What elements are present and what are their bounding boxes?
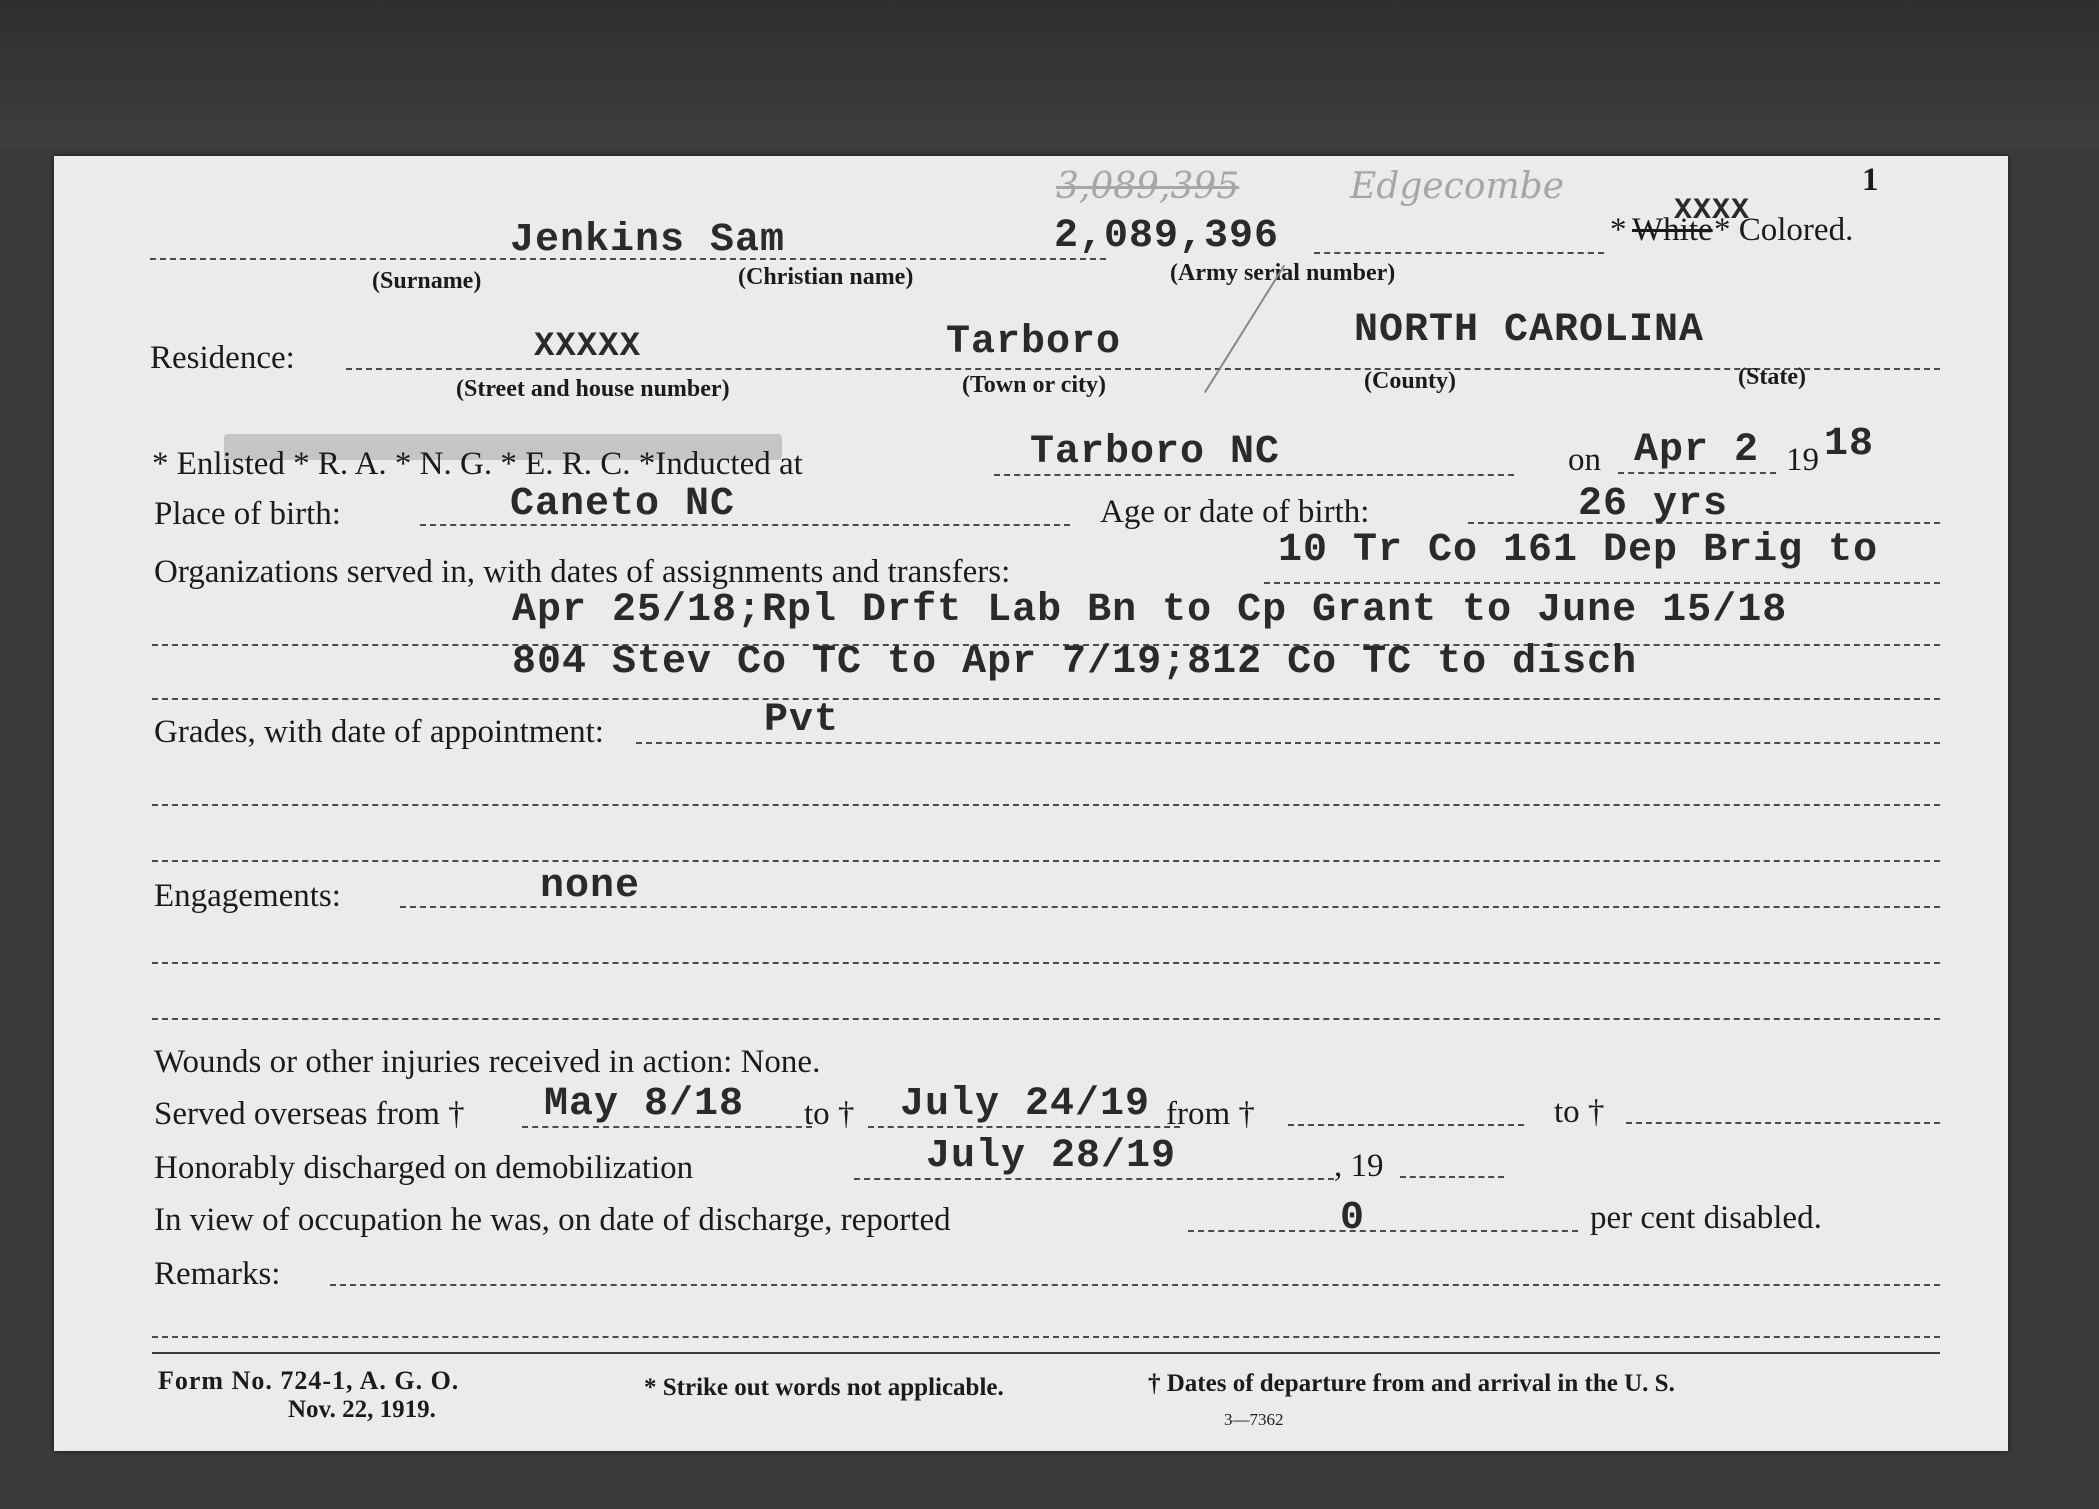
overseas-to2-label: to † (1554, 1094, 1605, 1130)
engagements-line-2 (152, 962, 1940, 964)
race-overstrike: XXXX (1674, 194, 1751, 228)
overseas-from2-label: from † (1166, 1096, 1255, 1132)
form-number: Form No. 724-1, A. G. O. (158, 1366, 460, 1395)
label-town: (Town or city) (962, 372, 1106, 398)
overseas-from-label: Served overseas from † (154, 1096, 465, 1132)
overseas-to2-line (1626, 1122, 1940, 1124)
handwritten-county: Edgecombe (1350, 166, 1564, 207)
handwritten-serial: 3,089,395 (1056, 166, 1240, 207)
grades-line-3 (152, 860, 1940, 862)
overseas-to-label: to † (804, 1096, 855, 1132)
discharged-label: Honorably discharged on demobilization (154, 1150, 694, 1186)
residence-label: Residence: (150, 340, 295, 376)
race-prefix: * (1610, 212, 1627, 248)
label-street: (Street and house number) (456, 376, 730, 402)
service-record-card (54, 156, 2008, 1451)
organizations-line-1 (1264, 582, 1940, 584)
age-label: Age or date of birth: (1100, 494, 1370, 530)
footnote-dates: † Dates of departure from and arrival in the U. S. (1148, 1370, 1675, 1397)
percent-disabled: 0 (1340, 1196, 1366, 1241)
residence-state: NORTH CAROLINA (1354, 308, 1705, 353)
age-value: 26 yrs (1578, 482, 1729, 527)
wounds-label: Wounds or other injuries received in action: None. (154, 1044, 821, 1080)
label-army-serial: (Army serial number) (1170, 260, 1396, 286)
organizations-line3: 804 Stev Co TC to Apr 7/19;812 Co TC to disch (512, 640, 1638, 685)
residence-street: XXXXX (534, 328, 642, 366)
army-serial-number: 2,089,396 (1054, 214, 1280, 259)
race-white: White (1632, 212, 1713, 248)
engagements-label: Engagements: (154, 878, 341, 914)
discharged-date: July 28/19 (926, 1134, 1177, 1179)
year-prefix: 19 (1786, 442, 1819, 478)
scan-backdrop (0, 0, 2099, 150)
footnote-strike: * Strike out words not applicable. (644, 1374, 1004, 1401)
organizations-line2: Apr 25/18;Rpl Drft Lab Bn to Cp Grant to June 15/18 (512, 588, 1788, 633)
enlisted-label: * Enlisted * R. A. * N. G. * E. R. C. *Inducted at (152, 446, 803, 482)
print-code: 3—7362 (1224, 1410, 1284, 1429)
overseas-from: May 8/18 (544, 1082, 745, 1127)
overseas-to: July 24/19 (900, 1082, 1151, 1127)
remarks-line-1 (330, 1284, 1940, 1286)
discharged-year-label: , 19 (1334, 1148, 1384, 1184)
card-number: 1 (1862, 162, 1879, 198)
remarks-label: Remarks: (154, 1256, 281, 1292)
grades-value: Pvt (764, 698, 840, 743)
organizations-line-3 (152, 698, 1940, 700)
form-date: Nov. 22, 1919. (288, 1396, 436, 1423)
label-christian-name: (Christian name) (738, 264, 914, 290)
grades-line-2 (152, 804, 1940, 806)
grades-label: Grades, with date of appointment: (154, 714, 604, 750)
engagements-value: none (540, 864, 641, 909)
on-label: on (1568, 442, 1601, 478)
serial-line (1314, 252, 1604, 254)
engagements-line-3 (152, 1018, 1940, 1020)
organizations-line1: 10 Tr Co 161 Dep Brig to (1278, 528, 1879, 573)
organizations-label: Organizations served in, with dates of assignments and transfers: (154, 554, 1011, 590)
occupation-label: In view of occupation he was, on date of discharge, reported (154, 1202, 951, 1238)
inducted-date: Apr 2 (1634, 428, 1760, 473)
label-surname: (Surname) (372, 268, 482, 294)
place-of-birth: Caneto NC (510, 482, 736, 527)
discharged-year-line (1400, 1176, 1504, 1178)
residence-line (346, 368, 1940, 370)
place-of-birth-label: Place of birth: (154, 496, 341, 532)
race-colored: * Colored. (1714, 212, 1854, 248)
label-state: (State) (1738, 364, 1806, 390)
footer-rule (152, 1352, 1940, 1354)
percent-label: per cent disabled. (1590, 1200, 1822, 1236)
remarks-line-2 (152, 1336, 1940, 1338)
percent-line (1188, 1230, 1578, 1232)
label-county: (County) (1364, 368, 1457, 394)
surname-christian-name: Jenkins Sam (510, 218, 786, 263)
residence-town: Tarboro (946, 320, 1122, 365)
overseas-from2-line (1288, 1124, 1524, 1126)
inducted-at: Tarboro NC (1030, 430, 1281, 475)
inducted-year: 18 (1824, 422, 1875, 467)
